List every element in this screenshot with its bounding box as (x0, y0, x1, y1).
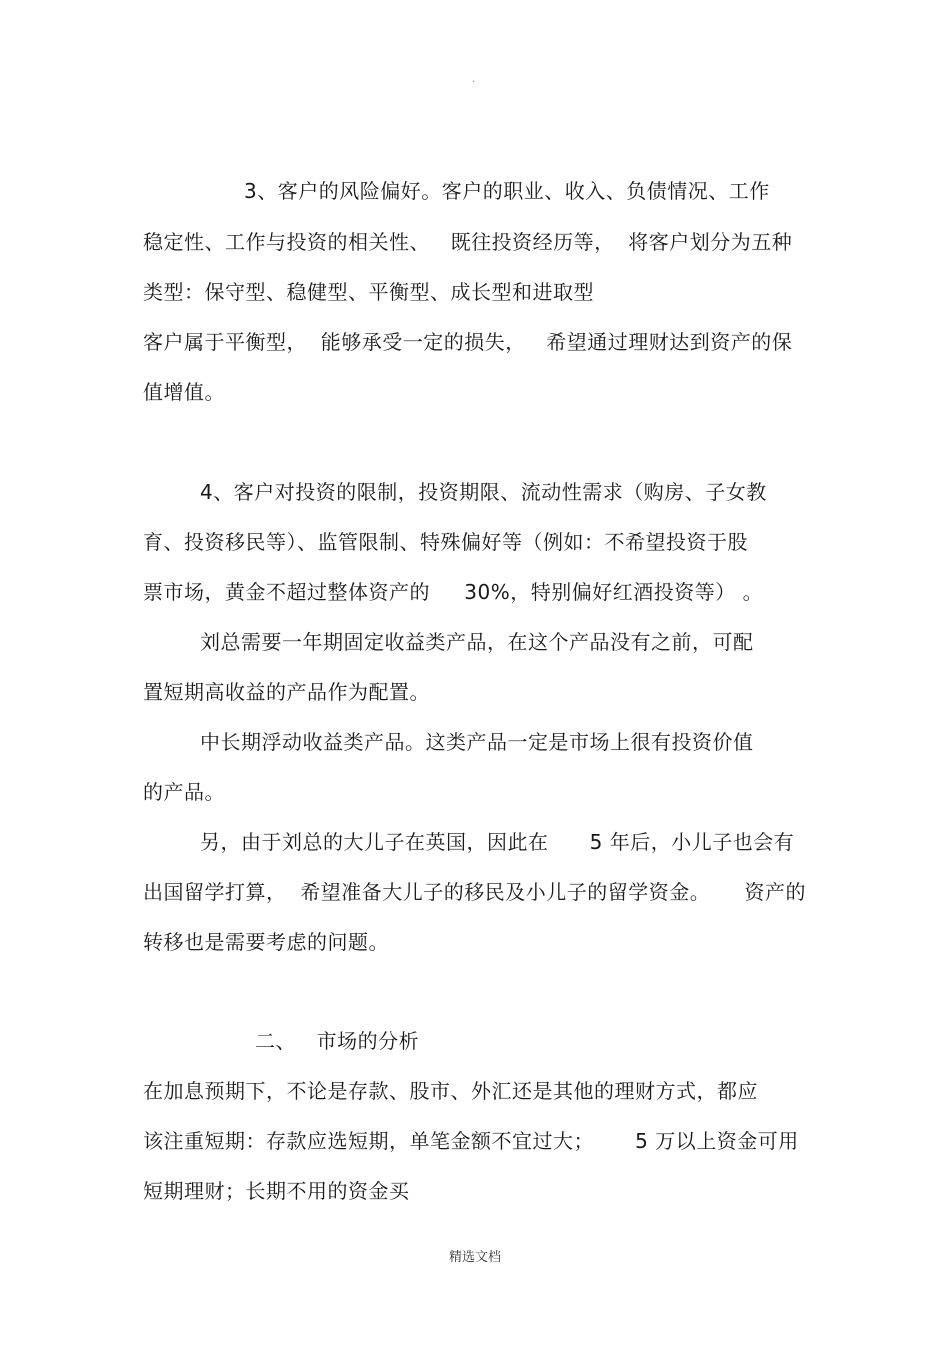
paragraph-line: 出国留学打算， 希望准备大儿子的移民及小儿子的留学资金。 资产的 (143, 880, 807, 904)
paragraph-line: 稳定性、工作与投资的相关性、 既往投资经历等， 将客户划分为五种 (143, 230, 793, 254)
paragraph-line: 4、客户对投资的限制，投资期限、流动性需求（购房、子女教 (200, 480, 767, 504)
paragraph-line: 该注重短期：存款应选短期，单笔金额不宜过大； 5 万以上资金可用 (143, 1129, 799, 1153)
paragraph-line: 票市场，黄金不超过整体资产的 30%，特别偏好红酒投资等） 。 (143, 580, 764, 604)
paragraph-line: 的产品。 (143, 780, 225, 804)
paragraph-line: 3、客户的风险偏好。客户的职业、收入、负债情况、工作 (244, 179, 770, 203)
page-footer: 精选文档 (448, 1250, 501, 1265)
paragraph-line: 值增值。 (143, 380, 225, 404)
section-heading: 二、 市场的分析 (255, 1029, 420, 1053)
paragraph-line: 刘总需要一年期固定收益类产品，在这个产品没有之前，可配 (200, 630, 754, 654)
paragraph-line: 在加息预期下，不论是存款、股市、外汇还是其他的理财方式，都应 (143, 1079, 758, 1103)
paragraph-line: 类型：保守型、稳健型、平衡型、成长型和进取型 (143, 280, 594, 304)
paragraph-line: 育、投资移民等）、监管限制、特殊偏好等（例如：不希望投资于股 (143, 530, 748, 554)
paragraph-line: 客户属于平衡型， 能够承受一定的损失， 希望通过理财达到资产的保 (143, 330, 793, 354)
paragraph-line: 转移也是需要考虑的问题。 (143, 930, 389, 954)
paragraph-line: 另，由于刘总的大儿子在英国，因此在 5 年后，小儿子也会有 (200, 830, 795, 854)
header-mark: . (472, 74, 476, 85)
paragraph-line: 中长期浮动收益类产品。这类产品一定是市场上很有投资价值 (200, 730, 754, 754)
paragraph-line: 置短期高收益的产品作为配置。 (143, 680, 430, 704)
paragraph-line: 短期理财；长期不用的资金买 (143, 1179, 410, 1203)
